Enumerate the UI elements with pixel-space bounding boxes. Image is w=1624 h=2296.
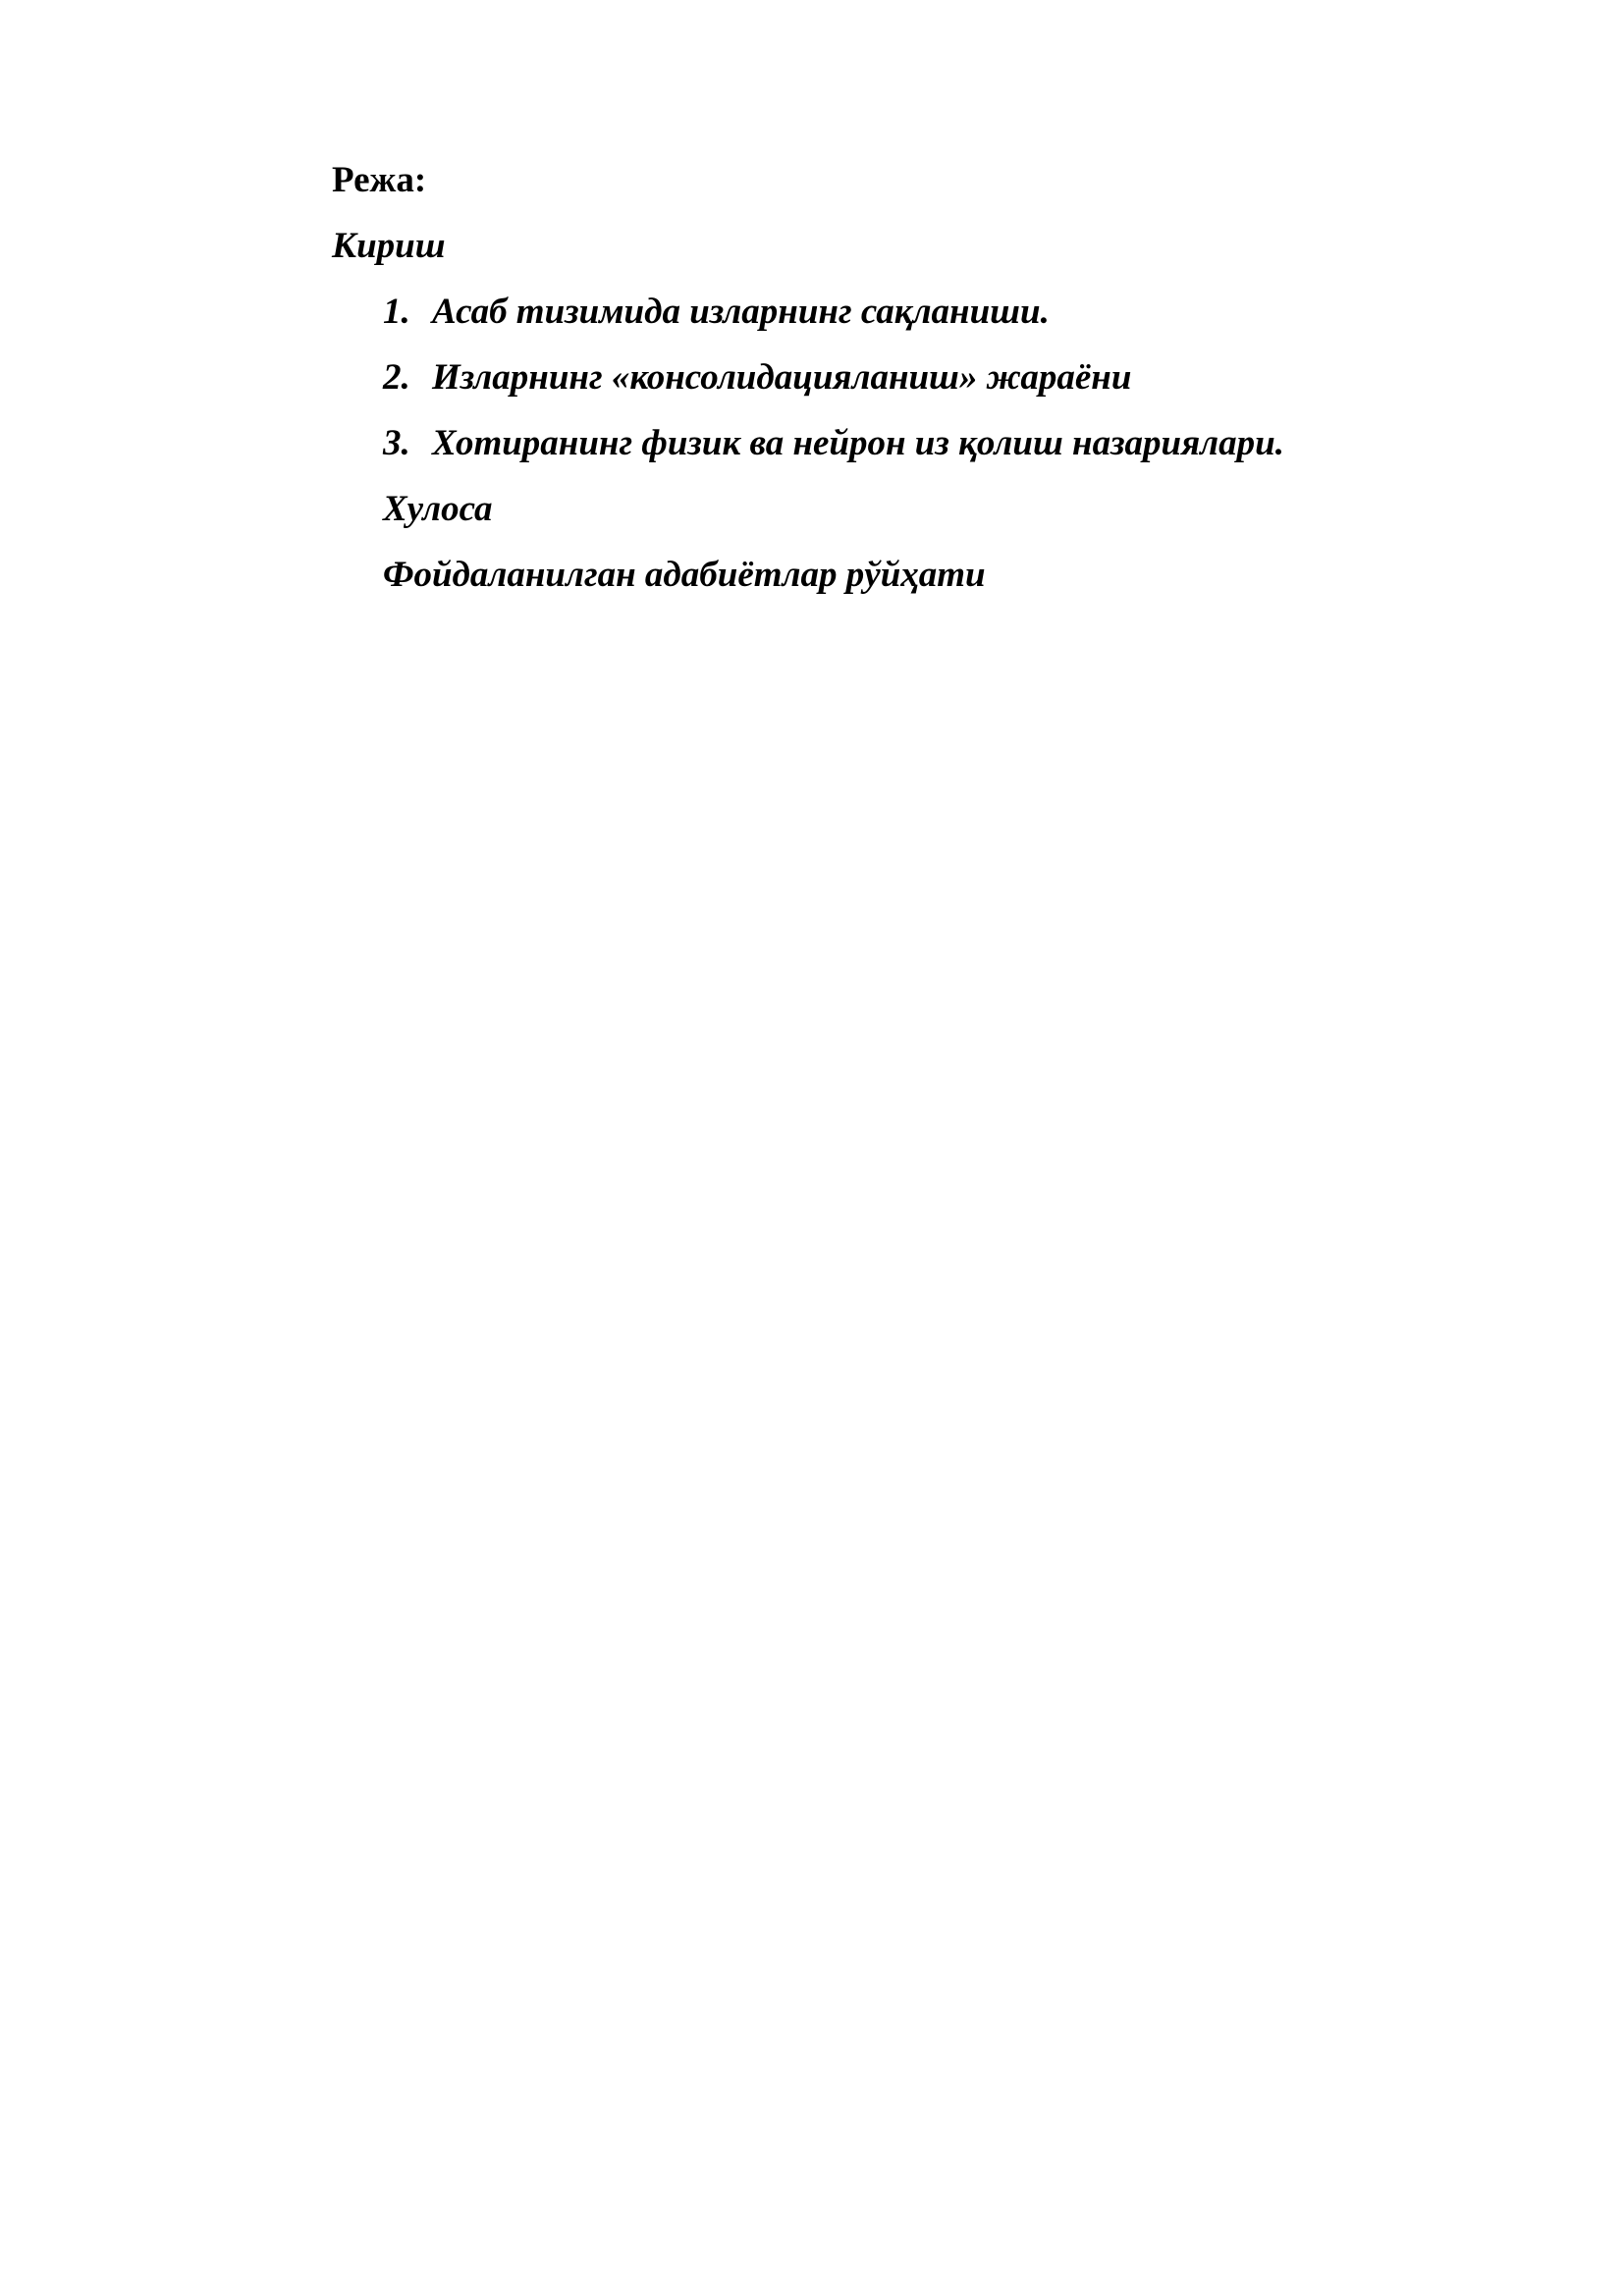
list-item-number: 2. bbox=[383, 357, 410, 398]
list-item bbox=[332, 410, 1451, 476]
plan-heading: Режа: bbox=[332, 160, 427, 200]
references-line: Фойдаланилган адабиётлар рўйҳати bbox=[383, 555, 986, 595]
list-item bbox=[332, 279, 1451, 345]
list-item-text: Изларнинг «консолидацияланиш» жараёни bbox=[432, 357, 1132, 398]
list-item bbox=[332, 345, 1451, 410]
list-item-number: 3. bbox=[383, 423, 410, 463]
plan-content bbox=[332, 147, 1451, 608]
intro-line: Кириш bbox=[332, 226, 446, 266]
conclusion-line: Хулоса bbox=[383, 489, 493, 529]
list-item-text: Хотиранинг физик ва нейрон из қолиш назариялари. bbox=[432, 423, 1284, 463]
plan-list bbox=[332, 279, 1451, 476]
list-item-number: 1. bbox=[383, 292, 410, 332]
list-item-text: Асаб тизимида изларнинг сақланиши. bbox=[432, 292, 1050, 332]
